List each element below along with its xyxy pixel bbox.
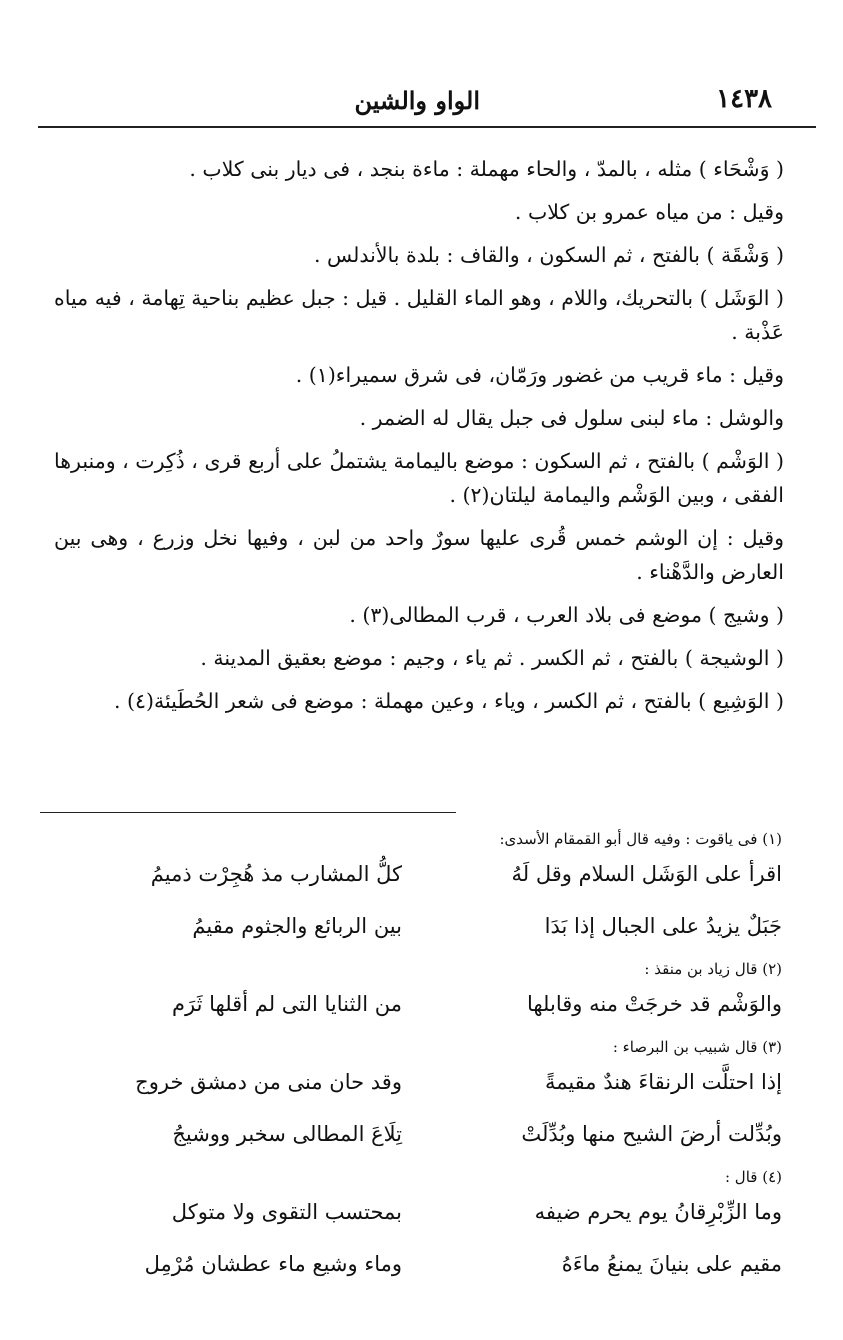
hemistich-second: من الثنايا التى لم أقلها ثَرَم <box>172 992 402 1016</box>
hemistich-first: مقيم على بنيانَ يمنعُ ماءَهُ <box>561 1252 782 1276</box>
hemistich-second: بمحتسب التقوى ولا متوكل <box>171 1200 402 1224</box>
hemistich-first: جَبَلٌ يزيدُ على الجبال إذا بَدَا <box>544 914 782 938</box>
poem-verse <box>60 904 782 956</box>
hemistich-first: إذا احتلَّت الرنقاءَ هندٌ مقيمةً <box>544 1070 782 1094</box>
entry-washm: ( الوَشْم ) بالفتح ، ثم السكون : موضع باليمامة يشتملُ على أربع قرى ، ذُكِرت ، ومنبرها الفقى ، وبين الوَشْم واليمامة ليلتان(٢) . <box>54 449 784 507</box>
poem-verse <box>60 1060 782 1112</box>
poem-verse <box>60 852 782 904</box>
hemistich-second: تِلَاعَ المطالى سخبر ووشيجُ <box>172 1122 402 1146</box>
poem-verse <box>60 1190 782 1242</box>
poem-verse <box>60 1112 782 1164</box>
footnote-3-intro: (٣) قال شبيب بن البرصاء : <box>612 1038 782 1056</box>
page-number: ١٤٣٨ <box>716 84 772 114</box>
footnote-rule <box>40 812 456 813</box>
footnotes <box>60 826 782 1294</box>
footnote-1-intro: (١) فى ياقوت : وفيه قال أبو القمقام الأسدى: <box>499 830 782 848</box>
entry-washqa: ( وَشْقَة ) بالفتح ، ثم السكون ، والقاف : بلدة بالأندلس . <box>313 243 784 267</box>
header-rule <box>38 126 816 128</box>
main-text <box>54 152 810 727</box>
hemistich-first: وبُدِّلت أرضَ الشيح منها وبُدِّلَتْ <box>521 1122 782 1146</box>
hemistich-first: والوَشْم قد خرجَتْ منه وقابلها <box>526 992 782 1016</box>
entry-washij: ( وشيج ) موضع فى بلاد العرب ، قرب المطالى(٣) . <box>349 603 784 627</box>
poem-verse <box>60 1242 782 1294</box>
entry-note: وقيل : إن الوشم خمس قُرى عليها سورٌ واحد من لبن ، وفيها نخل وزرع ، وهى بين العارض والدَّهْناء . <box>54 526 784 584</box>
entry-washa: ( وَشْحَاء ) مثله ، بالمدّ ، والحاء مهملة : ماءة بنجد ، فى ديار بنى كلاب . <box>189 157 784 181</box>
entry-washal: ( الوَشَل ) بالتحريك، واللام ، وهو الماء القليل . قيل : جبل عظيم بناحية تِهامة ، فيه مياه عَذْبة . <box>54 286 784 344</box>
hemistich-second: كلُّ المشارب مذ هُجِرْت ذميمُ <box>150 862 402 886</box>
hemistich-second: وقد حان منى من دمشق خروج <box>135 1070 402 1094</box>
poem-verse <box>60 982 782 1034</box>
hemistich-first: وما الزِّبْرِقانُ يوم يحرم ضيفه <box>534 1200 782 1224</box>
hemistich-first: اقرأ على الوَشَل السلام وقل لَهُ <box>511 862 782 886</box>
entry-note: وقيل : ماء قريب من غضور ورَمّان، فى شرق سميراء(١) . <box>295 363 784 387</box>
entry-washija: ( الوشيجة ) بالفتح ، ثم الكسر . ثم ياء ، وجيم : موضع بعقيق المدينة . <box>200 646 784 670</box>
hemistich-second: بين الربائع والجثوم مقيمُ <box>192 914 402 938</box>
entry-note: وقيل : من مياه عمرو بن كلاب . <box>514 200 784 224</box>
running-title: الواو والشين <box>354 86 480 115</box>
entry-washi: ( الوَشِيع ) بالفتح ، ثم الكسر ، وياء ، وعين مهملة : موضع فى شعر الحُطَيئة(٤) . <box>113 689 784 713</box>
hemistich-second: وماء وشيع ماء عطشان مُرْمِل <box>144 1252 402 1276</box>
page-header <box>60 84 780 124</box>
footnote-2-intro: (٢) قال زياد بن منقذ : <box>644 960 782 978</box>
footnote-4-intro: (٤) قال : <box>724 1168 782 1186</box>
entry-note: والوشل : ماء لبنى سلول فى جبل يقال له الضمر . <box>359 406 784 430</box>
